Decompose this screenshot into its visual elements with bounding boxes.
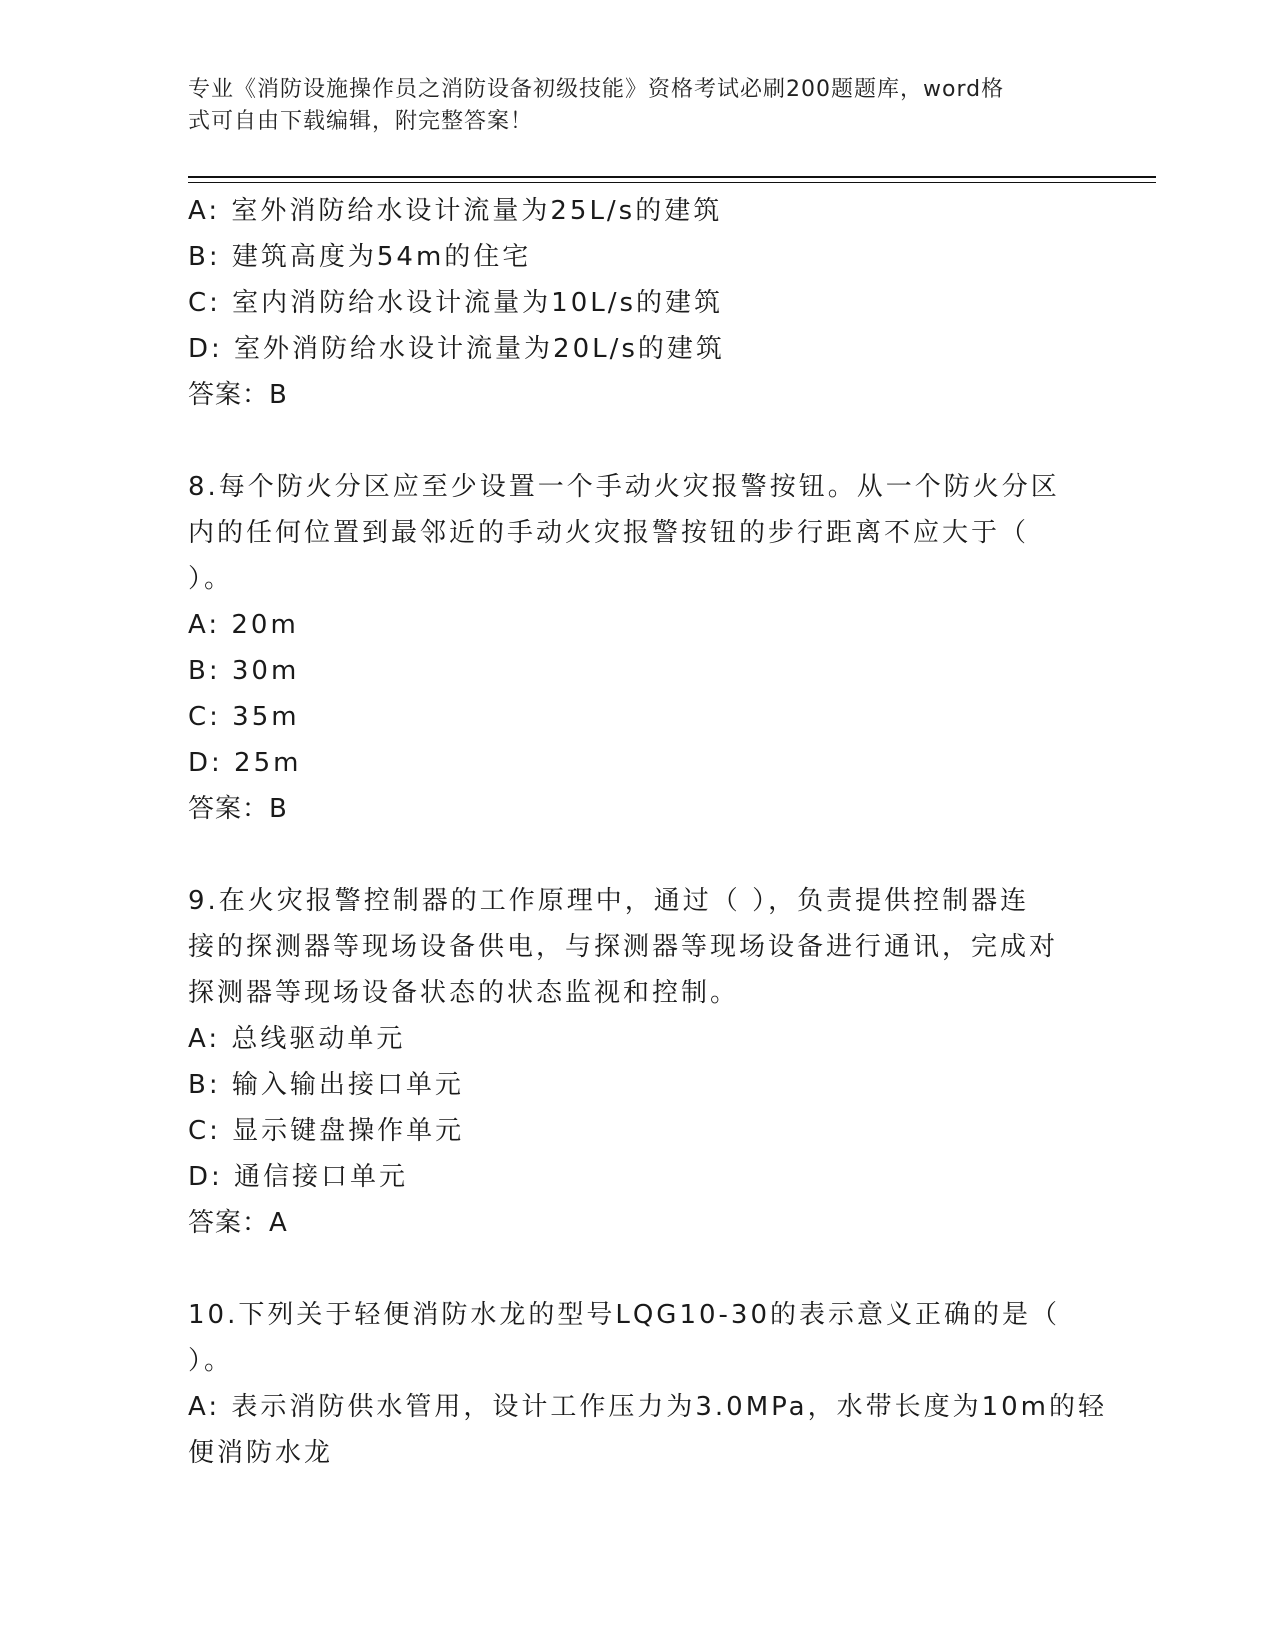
question-text-line: 10.下列关于轻便消防水龙的型号LQG10-30的表示意义正确的是（ — [188, 1300, 1060, 1330]
option-d: D: 通信接口单元 — [188, 1162, 409, 1192]
option-a-continued: 便消防水龙 — [188, 1438, 334, 1468]
document-header — [188, 74, 1088, 138]
option-d: D: 室外消防给水设计流量为20L/s的建筑 — [188, 334, 725, 364]
question-8 — [188, 464, 1118, 832]
question-10 — [188, 1292, 1118, 1476]
option-d: D: 25m — [188, 748, 302, 778]
header-divider-thick — [188, 176, 1156, 178]
header-line-2: 式可自由下载编辑，附完整答案！ — [188, 109, 534, 134]
option-a: A: 总线驱动单元 — [188, 1024, 406, 1054]
option-a: A: 20m — [188, 610, 299, 640]
answer-line: 答案：B — [188, 380, 288, 410]
question-text-line: 接的探测器等现场设备供电，与探测器等现场设备进行通讯，完成对 — [188, 932, 1059, 962]
question-7-options — [188, 188, 1118, 418]
option-a: A: 表示消防供水管用，设计工作压力为3.0MPa，水带长度为10m的轻 — [188, 1392, 1107, 1422]
answer-line: 答案：B — [188, 794, 288, 824]
header-line-1: 专业《消防设施操作员之消防设备初级技能》资格考试必刷200题题库，word格 — [188, 77, 1005, 102]
question-text-line: 探测器等现场设备状态的状态监视和控制。 — [188, 978, 740, 1008]
answer-line: 答案：A — [188, 1208, 288, 1238]
question-text-line: 8.每个防火分区应至少设置一个手动火灾报警按钮。从一个防火分区 — [188, 472, 1060, 502]
question-text-line: 9.在火灾报警控制器的工作原理中，通过（ ），负责提供控制器连 — [188, 886, 1030, 916]
question-list — [188, 188, 1118, 1476]
option-c: C: 室内消防给水设计流量为10L/s的建筑 — [188, 288, 724, 318]
question-text-line: ）。 — [188, 564, 234, 594]
option-b: B: 建筑高度为54m的住宅 — [188, 242, 532, 272]
option-b: B: 30m — [188, 656, 300, 686]
question-spacer — [188, 832, 1118, 878]
header-divider-thin — [188, 182, 1156, 183]
question-text-line: 内的任何位置到最邻近的手动火灾报警按钮的步行距离不应大于（ — [188, 518, 1030, 548]
question-spacer — [188, 1246, 1118, 1292]
question-text-line: ）。 — [188, 1346, 234, 1376]
option-c: C: 35m — [188, 702, 300, 732]
option-c: C: 显示键盘操作单元 — [188, 1116, 465, 1146]
question-spacer — [188, 418, 1118, 464]
option-a: A: 室外消防给水设计流量为25L/s的建筑 — [188, 196, 723, 226]
question-9 — [188, 878, 1118, 1246]
option-b: B: 输入输出接口单元 — [188, 1070, 464, 1100]
